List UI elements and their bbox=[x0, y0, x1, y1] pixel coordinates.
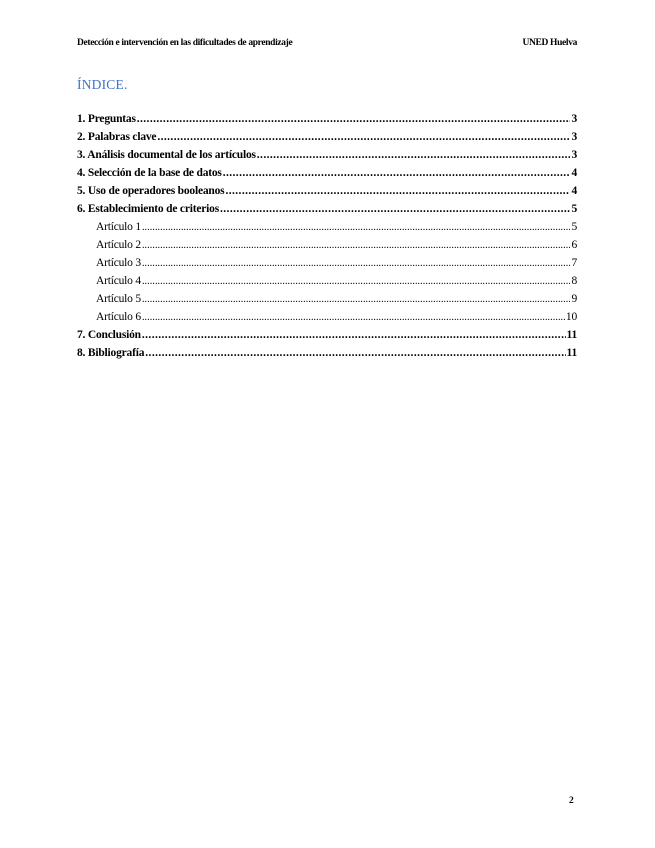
toc-entry-label: 5. Uso de operadores booleanos bbox=[77, 185, 225, 197]
toc-entry-page: 3 bbox=[571, 113, 577, 125]
toc-entry-page: 4 bbox=[571, 167, 577, 179]
table-of-contents bbox=[77, 110, 577, 362]
toc-heading: ÍNDICE. bbox=[77, 77, 128, 92]
toc-dot-leader bbox=[145, 344, 565, 362]
toc-entry-preguntas[interactable] bbox=[77, 110, 577, 128]
toc-entry-label: 3. Análisis documental de los artículos bbox=[77, 149, 256, 161]
toc-entry-page: 7 bbox=[571, 257, 577, 269]
toc-dot-leader bbox=[142, 272, 570, 291]
toc-dot-leader bbox=[142, 326, 566, 344]
toc-dot-leader bbox=[142, 254, 570, 273]
toc-entry-articulo-2[interactable] bbox=[77, 236, 577, 254]
toc-entry-label: Artículo 6 bbox=[96, 311, 141, 323]
toc-entry-seleccion-base-datos[interactable] bbox=[77, 164, 577, 182]
page-header bbox=[77, 38, 577, 52]
toc-entry-label: 7. Conclusión bbox=[77, 329, 141, 341]
toc-entry-articulo-1[interactable] bbox=[77, 218, 577, 236]
toc-entry-label: 1. Preguntas bbox=[77, 113, 136, 125]
toc-entry-label: Artículo 3 bbox=[96, 257, 141, 269]
toc-dot-leader bbox=[137, 110, 571, 128]
toc-entry-page: 11 bbox=[566, 347, 577, 359]
toc-entry-articulo-4[interactable] bbox=[77, 272, 577, 290]
toc-entry-page: 10 bbox=[565, 311, 577, 323]
toc-entry-palabras-clave[interactable] bbox=[77, 128, 577, 146]
toc-entry-bibliografia[interactable] bbox=[77, 344, 577, 362]
toc-entry-analisis-documental[interactable] bbox=[77, 146, 577, 164]
toc-entry-page: 4 bbox=[571, 185, 577, 197]
toc-entry-page: 8 bbox=[571, 275, 577, 287]
toc-dot-leader bbox=[142, 236, 570, 255]
toc-entry-articulo-5[interactable] bbox=[77, 290, 577, 308]
header-institution: UNED Huelva bbox=[522, 38, 577, 48]
toc-entry-label: Artículo 2 bbox=[96, 239, 141, 251]
toc-dot-leader bbox=[142, 218, 570, 237]
toc-dot-leader bbox=[223, 164, 571, 182]
toc-entry-page: 3 bbox=[571, 131, 577, 143]
toc-entry-label: 8. Bibliografía bbox=[77, 347, 145, 359]
toc-entry-articulo-6[interactable] bbox=[77, 308, 577, 326]
toc-entry-label: Artículo 4 bbox=[96, 275, 141, 287]
toc-dot-leader bbox=[220, 200, 570, 218]
toc-dot-leader bbox=[157, 128, 570, 146]
toc-entry-criterios[interactable] bbox=[77, 200, 577, 218]
toc-entry-articulo-3[interactable] bbox=[77, 254, 577, 272]
toc-entry-label: 4. Selección de la base de datos bbox=[77, 167, 222, 179]
toc-entry-operadores-booleanos[interactable] bbox=[77, 182, 577, 200]
toc-entry-page: 11 bbox=[566, 329, 577, 341]
toc-dot-leader bbox=[142, 308, 565, 327]
toc-entry-page: 3 bbox=[571, 149, 577, 161]
toc-entry-label: 6. Establecimiento de criterios bbox=[77, 203, 219, 215]
header-document-title: Detección e intervención en las dificultades de aprendizaje bbox=[77, 38, 293, 48]
toc-entry-label: 2. Palabras clave bbox=[77, 131, 157, 143]
toc-entry-label: Artículo 1 bbox=[96, 221, 141, 233]
toc-dot-leader bbox=[257, 146, 571, 164]
toc-entry-page: 5 bbox=[571, 221, 577, 233]
toc-entry-conclusion[interactable] bbox=[77, 326, 577, 344]
toc-dot-leader bbox=[225, 182, 570, 200]
page-number: 2 bbox=[569, 796, 574, 806]
toc-entry-label: Artículo 5 bbox=[96, 293, 141, 305]
toc-entry-page: 6 bbox=[571, 239, 577, 251]
toc-dot-leader bbox=[142, 290, 570, 309]
toc-entry-page: 9 bbox=[571, 293, 577, 305]
toc-entry-page: 5 bbox=[571, 203, 577, 215]
